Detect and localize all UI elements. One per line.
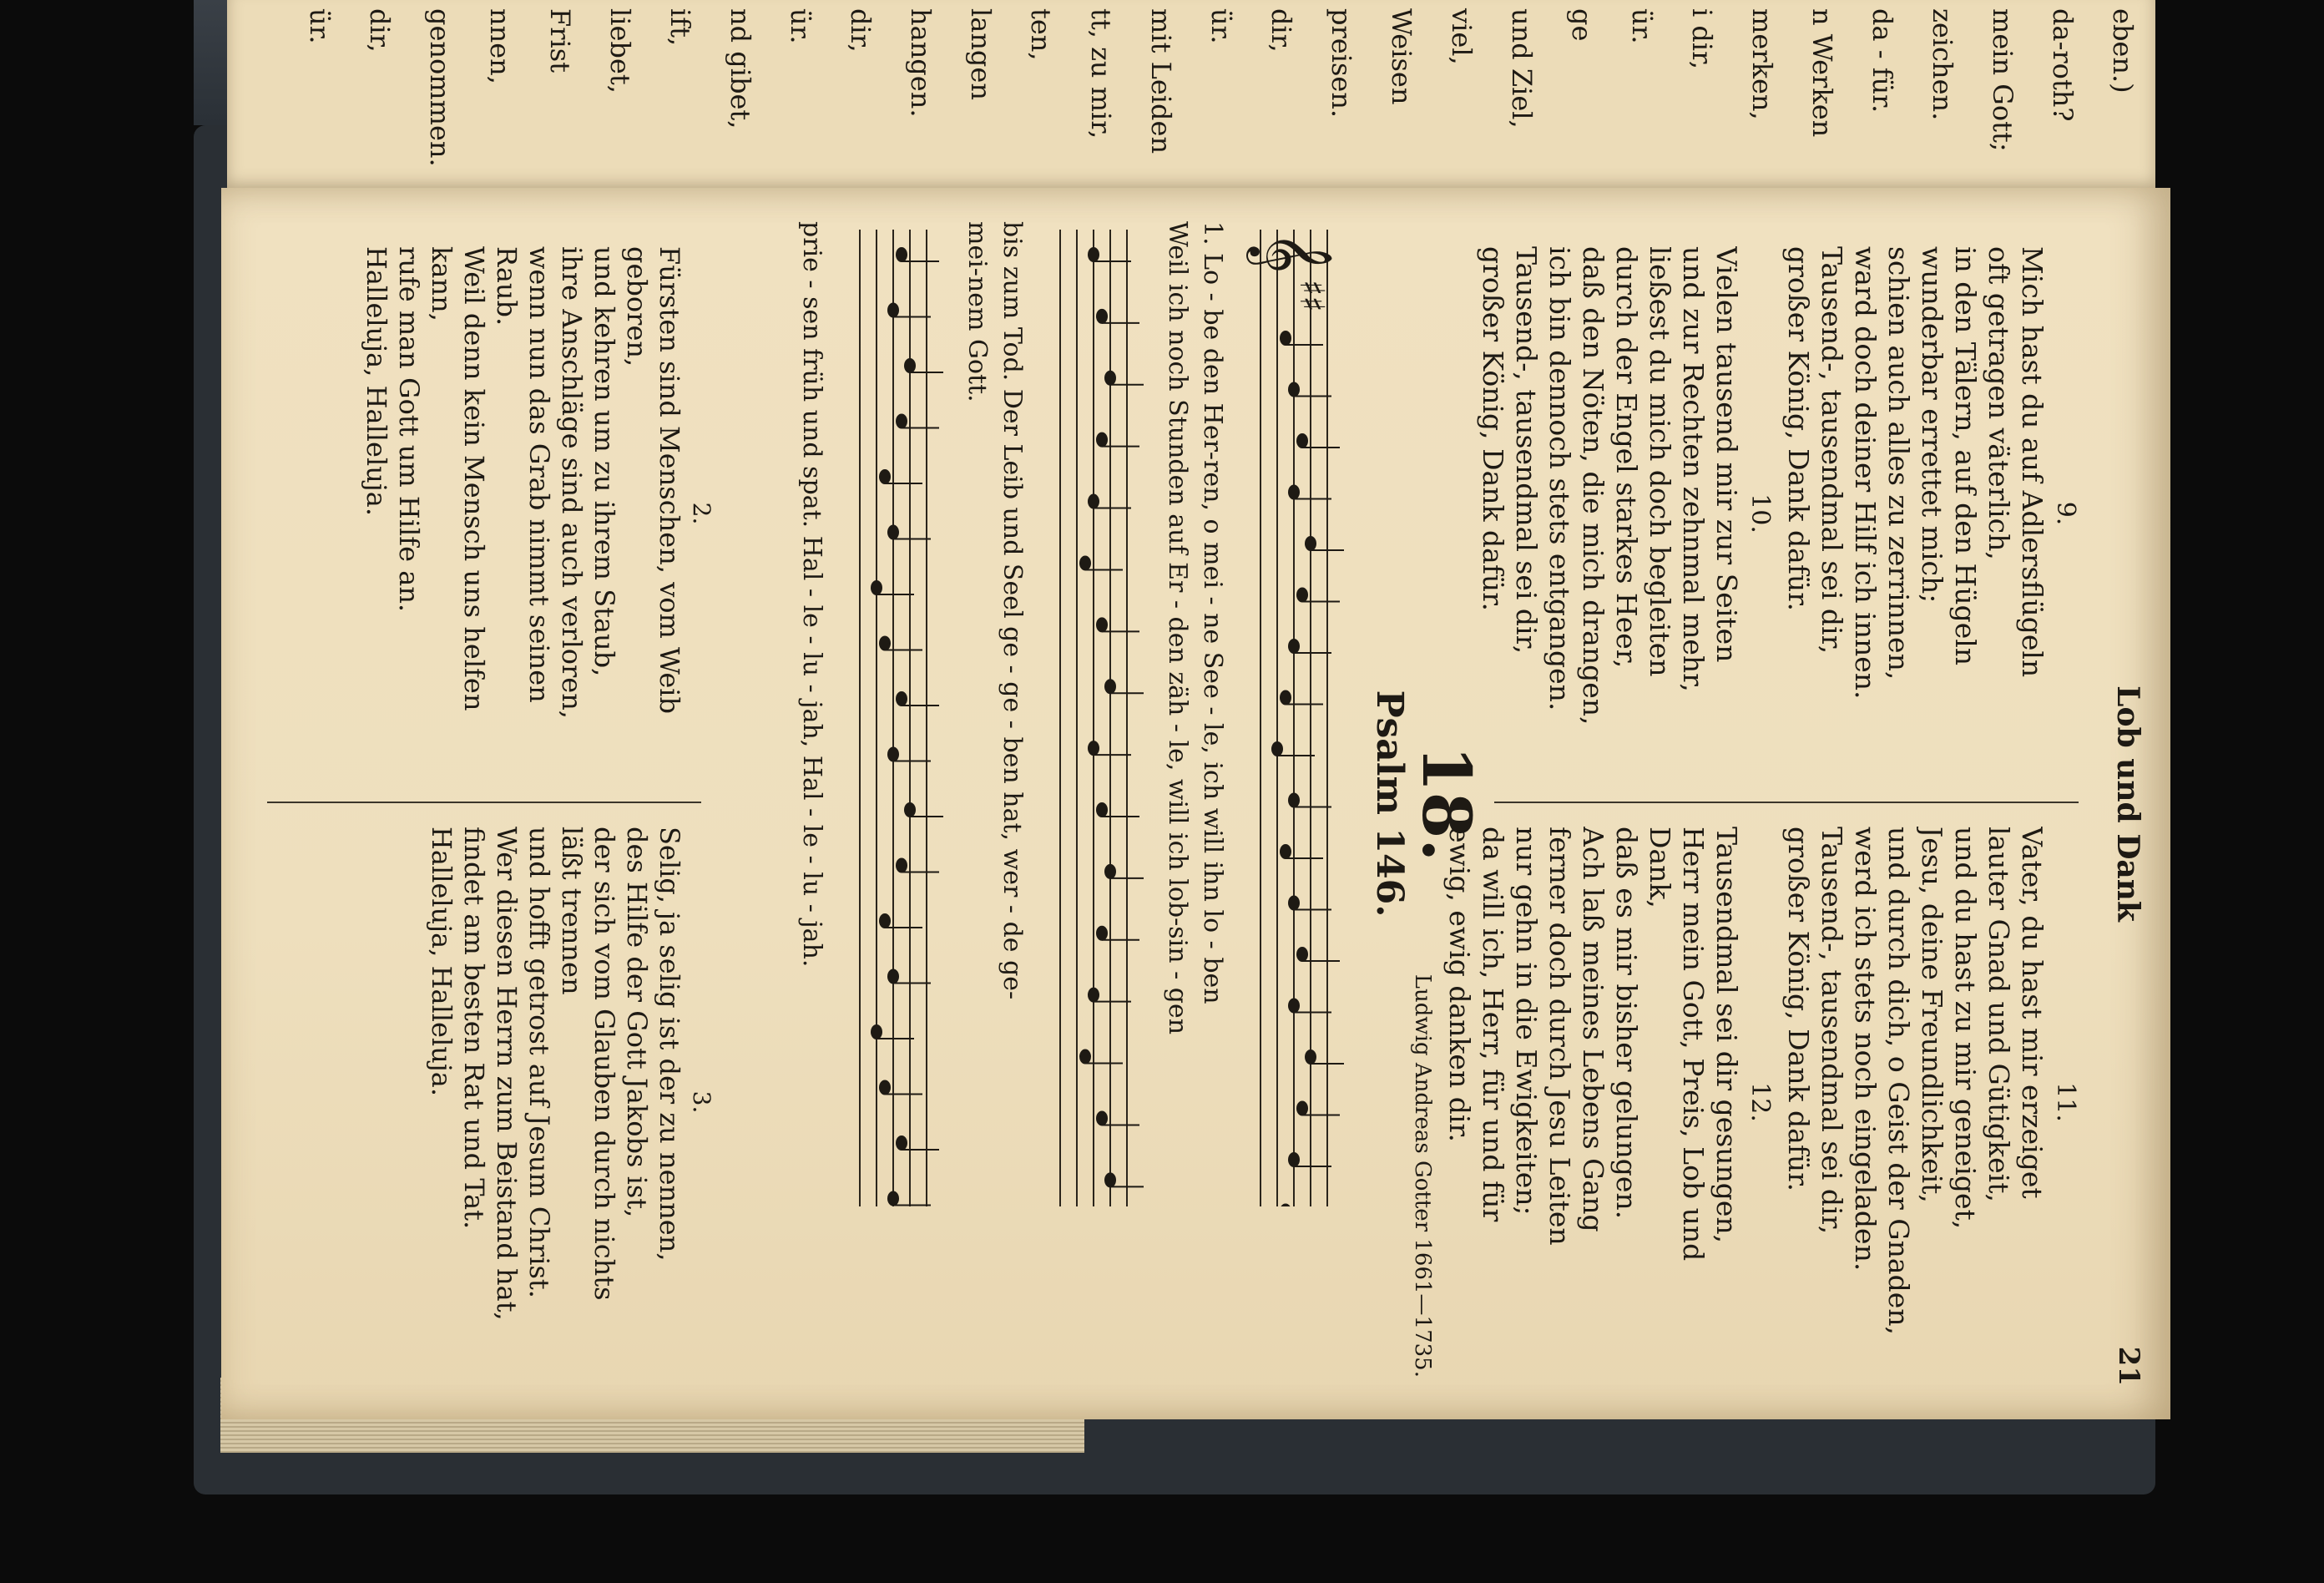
left-column — [1476, 246, 2087, 781]
verse-line: Wer diesen Herrn zum Beistand hat, — [491, 827, 523, 1321]
note-head — [871, 580, 882, 595]
verse-line: oft getragen väterlich, — [1983, 246, 2015, 560]
music-staff-2 — [1035, 221, 1144, 1206]
verse-line: Selig, ja selig ist der zu nennen, — [654, 827, 685, 1262]
page-number: 21 — [2112, 1346, 2145, 1386]
note-head — [887, 969, 899, 984]
verse-line: kann, — [426, 246, 457, 321]
verse-line: durch der Engel starkes Heer, — [1610, 246, 1643, 669]
verse-line: in den Tälern, auf den Hügeln — [1949, 246, 1982, 666]
verse-line: ließest du mich doch begleiten — [1644, 246, 1676, 677]
column-divider — [1494, 802, 2079, 803]
verse-line: da will ich, Herr, für und für — [1477, 827, 1509, 1222]
note-head — [1088, 247, 1099, 262]
note-head — [1305, 536, 1316, 551]
verse-line: läßt trennen — [556, 827, 588, 995]
previous-page-text — [227, 0, 2155, 196]
verse-10 — [1476, 246, 1743, 781]
lyrics-line-1: 1. Lo - be den Her-ren, o mei - ne See - le, ich will ihn lo - ben — [1198, 221, 1227, 1004]
verse-line: und zur Rechten zehnmal mehr, — [1677, 246, 1710, 692]
note-head — [1088, 988, 1099, 1003]
note-head — [887, 525, 899, 540]
treble-clef-icon: 𝄞 — [1250, 231, 1333, 274]
verse-line: geboren, — [621, 246, 653, 367]
note-head — [896, 858, 907, 873]
note-head — [887, 747, 899, 762]
note-head — [1096, 1110, 1108, 1125]
previous-page-fragment: ür. — [785, 8, 816, 44]
verse-line: und hofft getrost auf Jesum Christ. — [523, 827, 555, 1298]
note-head — [896, 247, 907, 262]
verse-line: Halleluja, Halleluja. — [426, 827, 457, 1096]
verse-line: Tausend-, tausendmal sei dir, — [1510, 246, 1543, 655]
verse-line: rufe man Gott um Hilfe an. — [393, 246, 425, 613]
note-head — [1280, 1204, 1291, 1207]
previous-page — [227, 0, 2155, 196]
verse-line: Ach laß meines Lebens Gang — [1577, 827, 1609, 1232]
previous-page-fragment: dir, — [364, 8, 396, 53]
note-head — [1288, 793, 1300, 808]
svg-text:♯♯: ♯♯ — [1292, 280, 1331, 312]
verse-9 — [1781, 246, 2049, 781]
previous-page-fragment: da-roth? — [2047, 8, 2079, 122]
note-head — [1296, 947, 1308, 962]
verse-number: 2. — [688, 502, 715, 525]
verse-line: ich bin dennoch stets entgangen. — [1543, 246, 1576, 711]
previous-page-fragment: ge — [1566, 8, 1598, 42]
note-head — [1288, 999, 1300, 1014]
verse-line: Fürsten sind Menschen, vom Weib — [654, 246, 685, 714]
previous-page-fragment: merken, — [1746, 8, 1778, 120]
verse-line: des Hilfe der Gott Jakobs ist, — [621, 827, 653, 1218]
previous-page-fragment: mit Leiden — [1145, 8, 1177, 154]
note-head — [896, 414, 907, 429]
verse-line: schien auch alles zu zerrinnen, — [1882, 246, 1915, 680]
note-head — [871, 1024, 882, 1039]
previous-page-fragment: mein Gott; — [1987, 8, 2018, 152]
column-divider — [267, 802, 701, 803]
previous-page-fragment: ift, — [664, 8, 696, 47]
verse-number: 3. — [688, 1090, 715, 1114]
hymnal-page — [221, 188, 2170, 1419]
note-head — [1271, 741, 1283, 756]
verse-2 — [360, 246, 685, 781]
note-head — [1096, 309, 1108, 324]
previous-page-fragment: liebet, — [604, 8, 636, 94]
previous-page-fragment: ür. — [304, 8, 336, 44]
right-column — [1406, 827, 2087, 1378]
note-head — [1096, 617, 1108, 632]
previous-page-fragment: zeichen. — [1927, 8, 1958, 121]
running-title: Lob und Dank — [2110, 685, 2145, 922]
note-head — [1079, 1049, 1091, 1065]
note-head — [879, 636, 891, 651]
verse-line: Dank, — [1644, 827, 1676, 908]
note-head — [904, 802, 916, 817]
verse-line: Halleluja, Halleluja. — [361, 246, 392, 516]
previous-page-fragment: tt, zu mir, — [1085, 8, 1117, 139]
verse-line: ward doch deiner Hilf ich innen. — [1849, 246, 1882, 700]
previous-page-fragment: nnen, — [484, 8, 516, 84]
music-staff-3 — [835, 221, 943, 1206]
note-head — [1288, 1152, 1300, 1167]
note-head — [1296, 1101, 1308, 1116]
lyrics-line-2: bis zum Tod. Der Leib und Seel ge - ge - ben hat, wer - de ge- — [998, 221, 1027, 1000]
verse-number: 9. — [2051, 501, 2080, 526]
lyrics-line-1b: Weil ich noch Stunden auf Er - den zäh - le, will ich lob-sin - gen — [1163, 221, 1192, 1035]
verse-line: Jesu, deine Freundlichkeit, — [1916, 827, 1948, 1203]
note-head — [1288, 639, 1300, 654]
note-head — [1096, 926, 1108, 941]
verse-line: wunderbar errettet mich; — [1916, 246, 1948, 604]
lyrics-line-3: prie - sen früh und spat. Hal - le - lu - jah, Hal - le - lu - jah. — [797, 221, 826, 968]
previous-page-fragment: und Ziel, — [1506, 8, 1538, 129]
verse-line: Weil denn kein Mensch uns helfen — [458, 246, 490, 711]
note-head — [887, 303, 899, 318]
note-head — [1296, 433, 1308, 448]
note-head — [1104, 864, 1116, 879]
verse-line: und kehren um zu ihrem Staub, — [589, 246, 620, 677]
author-credit: Ludwig Andreas Gotter 1661—1735. — [1410, 974, 1435, 1378]
verse-11 — [1781, 827, 2049, 1378]
note-head — [1104, 1172, 1116, 1187]
verse-line: daß es mir bisher gelungen. — [1610, 827, 1643, 1220]
previous-page-fragment: i dir, — [1686, 8, 1718, 70]
previous-page-fragment: langen — [965, 8, 997, 100]
verse-line: lauter Gnad und Gütigkeit, — [1983, 827, 2015, 1202]
verse-line: daß den Nöten, die mich drangen, — [1577, 246, 1609, 726]
previous-page-fragment: ür. — [1626, 8, 1658, 44]
verse-line: findet am besten Rat und Tat. — [458, 827, 490, 1230]
verse-line: großer König, Dank dafür. — [1782, 827, 1815, 1191]
verse-line: nur gehn in die Ewigkeiten; — [1510, 827, 1543, 1216]
page-header — [2095, 188, 2145, 1419]
verse-line: Vater, du hast mir erzeiget — [2016, 827, 2049, 1199]
verse-line: ihre Anschläge sind auch verloren, — [556, 246, 588, 719]
previous-page-fragment: dir, — [845, 8, 877, 53]
previous-page-fragment: preisen. — [1326, 8, 1357, 119]
page-content — [221, 188, 2170, 1419]
verse-line: großer König, Dank dafür. — [1477, 246, 1509, 611]
lyrics-line-2b: mei-nem Gott. — [962, 221, 992, 402]
verse-line: großer König, Dank dafür. — [1782, 246, 1815, 611]
verse-line: Raub. — [491, 246, 523, 326]
note-head — [1280, 844, 1291, 859]
note-head — [1096, 432, 1108, 448]
verse-number: 11. — [2051, 1082, 2080, 1122]
hymn-title: Psalm 146. — [1368, 690, 1411, 918]
previous-page-fragment: eben.) — [2107, 8, 2139, 94]
note-head — [1104, 679, 1116, 694]
previous-page-fragment: da - für. — [1867, 8, 1898, 114]
note-head — [1288, 485, 1300, 500]
note-head — [1104, 371, 1116, 386]
previous-page-fragment: Weisen — [1386, 8, 1417, 105]
verse-line: und du hast zu mir geneiget, — [1949, 827, 1982, 1230]
note-head — [879, 913, 891, 928]
note-head — [879, 469, 891, 484]
note-head — [1288, 382, 1300, 397]
note-head — [1088, 494, 1099, 509]
previous-page-fragment: ür. — [1205, 8, 1237, 44]
verse-line: der sich vom Glauben durch nichts — [589, 827, 620, 1301]
verse-line: Tausend-, tausendmal sei dir, — [1816, 246, 1848, 655]
hymn-number: 18. — [1407, 745, 1486, 862]
note-head — [1280, 331, 1291, 346]
verse-line: Herr mein Gott, Preis, Lob und — [1677, 827, 1710, 1262]
verse-line: ferner doch durch Jesu Leiten — [1543, 827, 1576, 1246]
note-head — [1096, 802, 1108, 817]
previous-page-fragment: ten, — [1025, 8, 1057, 61]
music-staff-1 — [1235, 221, 1344, 1206]
note-head — [1088, 741, 1099, 756]
previous-page-fragment: viel, — [1446, 8, 1478, 65]
note-head — [879, 1080, 891, 1095]
note-head — [887, 1191, 899, 1206]
verse-line: und durch dich, o Geist der Gnaden, — [1882, 827, 1915, 1335]
verse-3 — [425, 827, 685, 1378]
previous-page-fragment: n Werken — [1806, 8, 1838, 138]
previous-page-fragment: hangen. — [905, 8, 937, 118]
note-head — [1288, 896, 1300, 911]
verse-line: Tausendmal sei dir gesungen, — [1710, 827, 1743, 1244]
verse-line: Vielen tausend mir zur Seiten — [1710, 246, 1743, 663]
note-head — [1305, 1049, 1316, 1065]
previous-page-fragment: Frist — [544, 8, 576, 73]
previous-page-fragment: dir, — [1266, 8, 1297, 53]
note-head — [1280, 690, 1291, 706]
note-head — [904, 358, 916, 373]
verse-line: werd ich stets noch eingeladen. — [1849, 827, 1882, 1272]
verse-line: wenn nun das Grab nimmt seinen — [523, 246, 555, 703]
verse-line: Mich hast du auf Adlersflügeln — [2016, 246, 2049, 678]
note-head — [896, 691, 907, 706]
verse-3-block — [425, 827, 718, 1378]
note-head — [896, 1135, 907, 1151]
verse-line: ewig, ewig danken dir. — [1443, 827, 1476, 1143]
previous-page-fragment: genommen. — [424, 8, 456, 167]
note-head — [1296, 588, 1308, 603]
previous-page-fragment: nd gibet, — [725, 8, 756, 129]
verse-number: 10. — [1746, 493, 1775, 534]
note-head — [1079, 555, 1091, 570]
verse-12 — [1442, 827, 1743, 1378]
verse-number: 12. — [1746, 1082, 1775, 1122]
verse-line: Tausend-, tausendmal sei dir, — [1816, 827, 1848, 1235]
verse-2-block — [360, 246, 718, 781]
